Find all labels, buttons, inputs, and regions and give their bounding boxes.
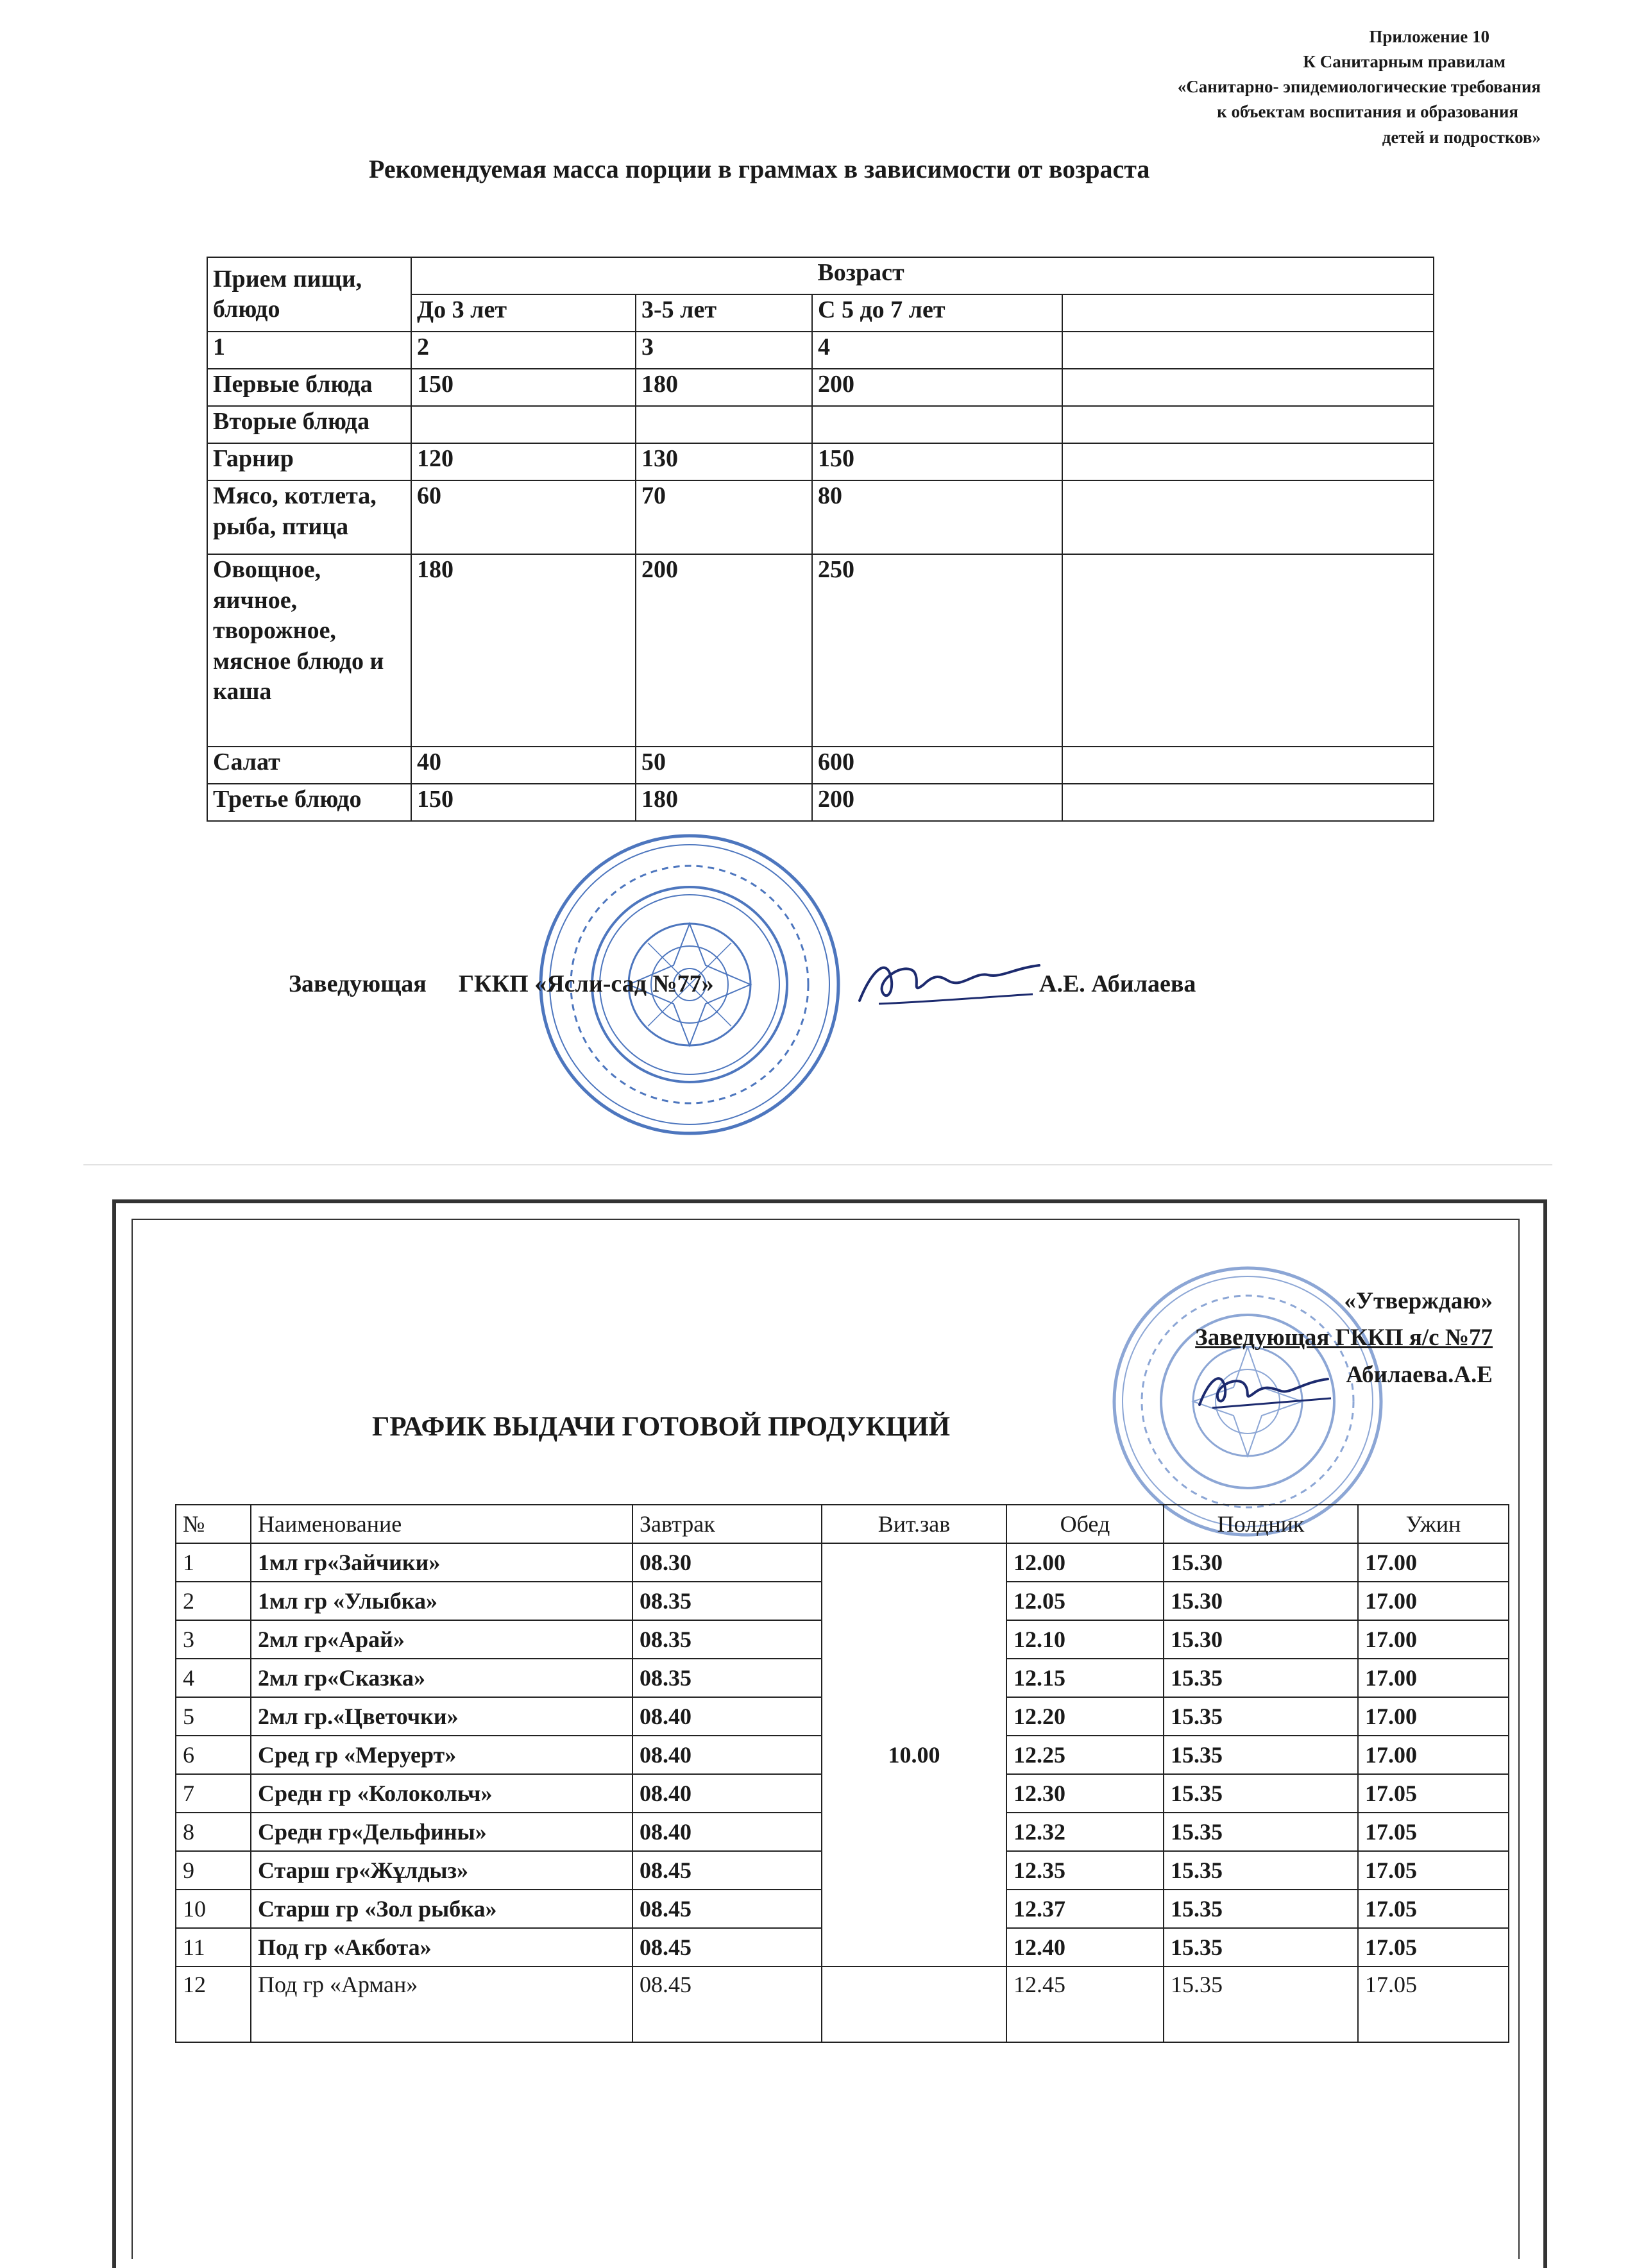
signer-org: ГККП «Ясли-сад №77»: [458, 970, 714, 997]
lunch-time: 12.32: [1006, 1813, 1164, 1851]
portion-title: Рекомендуемая масса порции в граммах в зависимости от возраста: [369, 155, 1150, 183]
portion-value: 180: [411, 554, 636, 747]
row-number: 4: [176, 1659, 251, 1697]
col-number: 1: [207, 332, 411, 369]
portion-value: 60: [411, 480, 636, 554]
table-row: [176, 1543, 1509, 1582]
group-name: Под гр «Акбота»: [251, 1928, 632, 1967]
col-header: Обед: [1006, 1505, 1164, 1543]
snack-time: 15.35: [1164, 1928, 1358, 1967]
breakfast-time: 08.30: [632, 1543, 822, 1582]
portion-value: [636, 406, 812, 443]
breakfast-time: 08.45: [632, 1890, 822, 1928]
breakfast-time: 08.40: [632, 1736, 822, 1774]
empty-cell: [1062, 369, 1434, 406]
table-row: [207, 406, 1434, 443]
col-header: Вит.зав: [822, 1505, 1006, 1543]
age-col-header: [1062, 294, 1434, 332]
dinner-time: 17.00: [1358, 1736, 1509, 1774]
breakfast-time: 08.45: [632, 1851, 822, 1890]
appendix-header: [963, 24, 1541, 150]
breakfast-time: 08.35: [632, 1659, 822, 1697]
group-name: 1мл гр «Улыбка»: [251, 1582, 632, 1620]
age-col-header: С 5 до 7 лет: [812, 294, 1062, 332]
empty-cell: [1062, 784, 1434, 821]
dinner-time: 17.05: [1358, 1890, 1509, 1928]
portion-value: 70: [636, 480, 812, 554]
row-number: 7: [176, 1774, 251, 1813]
lunch-time: 12.00: [1006, 1543, 1164, 1582]
portion-value: [812, 406, 1062, 443]
group-name: Под гр «Арман»: [251, 1967, 632, 2042]
table-row: [207, 554, 1434, 747]
lunch-time: 12.40: [1006, 1928, 1164, 1967]
handwritten-signature-icon: [1193, 1360, 1334, 1418]
appendix-line: «Санитарно- эпидемиологические требования: [1177, 77, 1541, 97]
dinner-time: 17.05: [1358, 1774, 1509, 1813]
col-number: 4: [812, 332, 1062, 369]
snack-time: 15.35: [1164, 1851, 1358, 1890]
lunch-time: 12.37: [1006, 1890, 1164, 1928]
snack-time: 15.35: [1164, 1813, 1358, 1851]
table-row: [207, 747, 1434, 784]
appendix-line: детей и подростков»: [1382, 127, 1541, 147]
portion-value: 180: [636, 784, 812, 821]
lunch-time: 12.20: [1006, 1697, 1164, 1736]
portion-value: 150: [812, 443, 1062, 480]
signer-name: А.Е. Абилаева: [1039, 970, 1196, 997]
row-number: 2: [176, 1582, 251, 1620]
lunch-time: 12.45: [1006, 1967, 1164, 2042]
col-number: [1062, 332, 1434, 369]
portion-value: [411, 406, 636, 443]
group-name: Сред гр «Меруерт»: [251, 1736, 632, 1774]
portion-value: 200: [812, 369, 1062, 406]
snack-time: 15.35: [1164, 1736, 1358, 1774]
approval-line: Абилаева.А.Е: [1346, 1361, 1493, 1388]
dinner-time: 17.05: [1358, 1928, 1509, 1967]
lunch-time: 12.25: [1006, 1736, 1164, 1774]
breakfast-time: 08.40: [632, 1774, 822, 1813]
vitamin-breakfast-time: 10.00: [822, 1543, 1006, 1967]
lunch-time: 12.15: [1006, 1659, 1164, 1697]
dish-name: Вторые блюда: [207, 406, 411, 443]
breakfast-time: 08.40: [632, 1813, 822, 1851]
dish-name: Гарнир: [207, 443, 411, 480]
lunch-time: 12.30: [1006, 1774, 1164, 1813]
snack-time: 15.30: [1164, 1620, 1358, 1659]
lunch-time: 12.05: [1006, 1582, 1164, 1620]
appendix-line: к объектам воспитания и образования: [1217, 102, 1518, 122]
row-number: 5: [176, 1697, 251, 1736]
dinner-time: 17.00: [1358, 1543, 1509, 1582]
snack-time: 15.35: [1164, 1774, 1358, 1813]
portion-value: 150: [411, 369, 636, 406]
empty-cell: [1062, 480, 1434, 554]
appendix-line: К Санитарным правилам: [1303, 52, 1506, 72]
dish-name: Мясо, котлета, рыба, птица: [207, 480, 411, 554]
row-number: 1: [176, 1543, 251, 1582]
group-name: 2мл гр«Арай»: [251, 1620, 632, 1659]
row-number: 11: [176, 1928, 251, 1967]
dinner-time: 17.00: [1358, 1582, 1509, 1620]
row-number: 3: [176, 1620, 251, 1659]
empty-cell: [822, 1967, 1006, 2042]
dinner-time: 17.00: [1358, 1659, 1509, 1697]
approval-line: «Утверждаю»: [1344, 1288, 1493, 1314]
portion-value: 150: [411, 784, 636, 821]
dinner-time: 17.05: [1358, 1967, 1509, 2042]
breakfast-time: 08.35: [632, 1582, 822, 1620]
empty-cell: [1062, 554, 1434, 747]
lunch-time: 12.35: [1006, 1851, 1164, 1890]
portion-value: 200: [812, 784, 1062, 821]
handwritten-signature-icon: [853, 943, 1046, 1020]
dinner-time: 17.05: [1358, 1851, 1509, 1890]
group-name: Средн гр «Колокольч»: [251, 1774, 632, 1813]
appendix-line: Приложение 10: [1369, 27, 1489, 46]
col-header: Завтрак: [632, 1505, 822, 1543]
col-number: 2: [411, 332, 636, 369]
portion-value: 200: [636, 554, 812, 747]
dish-name: Первые блюда: [207, 369, 411, 406]
snack-time: 15.35: [1164, 1967, 1358, 2042]
empty-cell: [1062, 443, 1434, 480]
breakfast-time: 08.35: [632, 1620, 822, 1659]
col-header: №: [176, 1505, 251, 1543]
schedule-title: ГРАФИК ВЫДАЧИ ГОТОВОЙ ПРОДУКЦИЙ: [372, 1412, 951, 1442]
row-number: 9: [176, 1851, 251, 1890]
schedule-table: [175, 1504, 1509, 2043]
group-name: Средн гр«Дельфины»: [251, 1813, 632, 1851]
group-name: Старш гр«Жұлдыз»: [251, 1851, 632, 1890]
snack-time: 15.30: [1164, 1543, 1358, 1582]
col-number: 3: [636, 332, 812, 369]
dinner-time: 17.00: [1358, 1620, 1509, 1659]
portion-table: [207, 257, 1434, 822]
row-number: 10: [176, 1890, 251, 1928]
empty-cell: [1062, 406, 1434, 443]
row-number: 6: [176, 1736, 251, 1774]
row-number: 8: [176, 1813, 251, 1851]
table-row: [207, 784, 1434, 821]
col-header: Наименование: [251, 1505, 632, 1543]
col-header: Ужин: [1358, 1505, 1509, 1543]
signer-position: Заведующая: [289, 970, 427, 997]
snack-time: 15.35: [1164, 1890, 1358, 1928]
dinner-time: 17.05: [1358, 1813, 1509, 1851]
portion-value: 50: [636, 747, 812, 784]
col-header: Полдник: [1164, 1505, 1358, 1543]
portion-value: 40: [411, 747, 636, 784]
group-name: 2мл гр«Сказка»: [251, 1659, 632, 1697]
page-separator: [83, 1164, 1552, 1165]
empty-cell: [1062, 747, 1434, 784]
snack-time: 15.35: [1164, 1659, 1358, 1697]
portion-value: 600: [812, 747, 1062, 784]
snack-time: 15.35: [1164, 1697, 1358, 1736]
age-col-header: 3-5 лет: [636, 294, 812, 332]
group-name: 2мл гр.«Цветочки»: [251, 1697, 632, 1736]
signature-block: [289, 970, 714, 998]
breakfast-time: 08.45: [632, 1928, 822, 1967]
dish-name: Третье блюдо: [207, 784, 411, 821]
dish-name: Овощное, яичное, творожное, мясное блюдо и каша: [207, 554, 411, 747]
table-row: [176, 1967, 1509, 2042]
dish-header: Прием пищи, блюдо: [207, 257, 411, 332]
approval-line: Заведующая ГККП я/с №77: [1195, 1324, 1493, 1351]
table-row: [207, 443, 1434, 480]
portion-value: 80: [812, 480, 1062, 554]
portion-value: 130: [636, 443, 812, 480]
table-row: [207, 369, 1434, 406]
group-name: 1мл гр«Зайчики»: [251, 1543, 632, 1582]
breakfast-time: 08.45: [632, 1967, 822, 2042]
portion-value: 250: [812, 554, 1062, 747]
row-number: 12: [176, 1967, 251, 2042]
portion-value: 180: [636, 369, 812, 406]
group-name: Старш гр «Зол рыбка»: [251, 1890, 632, 1928]
dinner-time: 17.00: [1358, 1697, 1509, 1736]
age-col-header: До 3 лет: [411, 294, 636, 332]
portion-value: 120: [411, 443, 636, 480]
breakfast-time: 08.40: [632, 1697, 822, 1736]
snack-time: 15.30: [1164, 1582, 1358, 1620]
dish-name: Салат: [207, 747, 411, 784]
age-group-header: Возраст: [411, 257, 1434, 294]
table-row: [207, 480, 1434, 554]
lunch-time: 12.10: [1006, 1620, 1164, 1659]
